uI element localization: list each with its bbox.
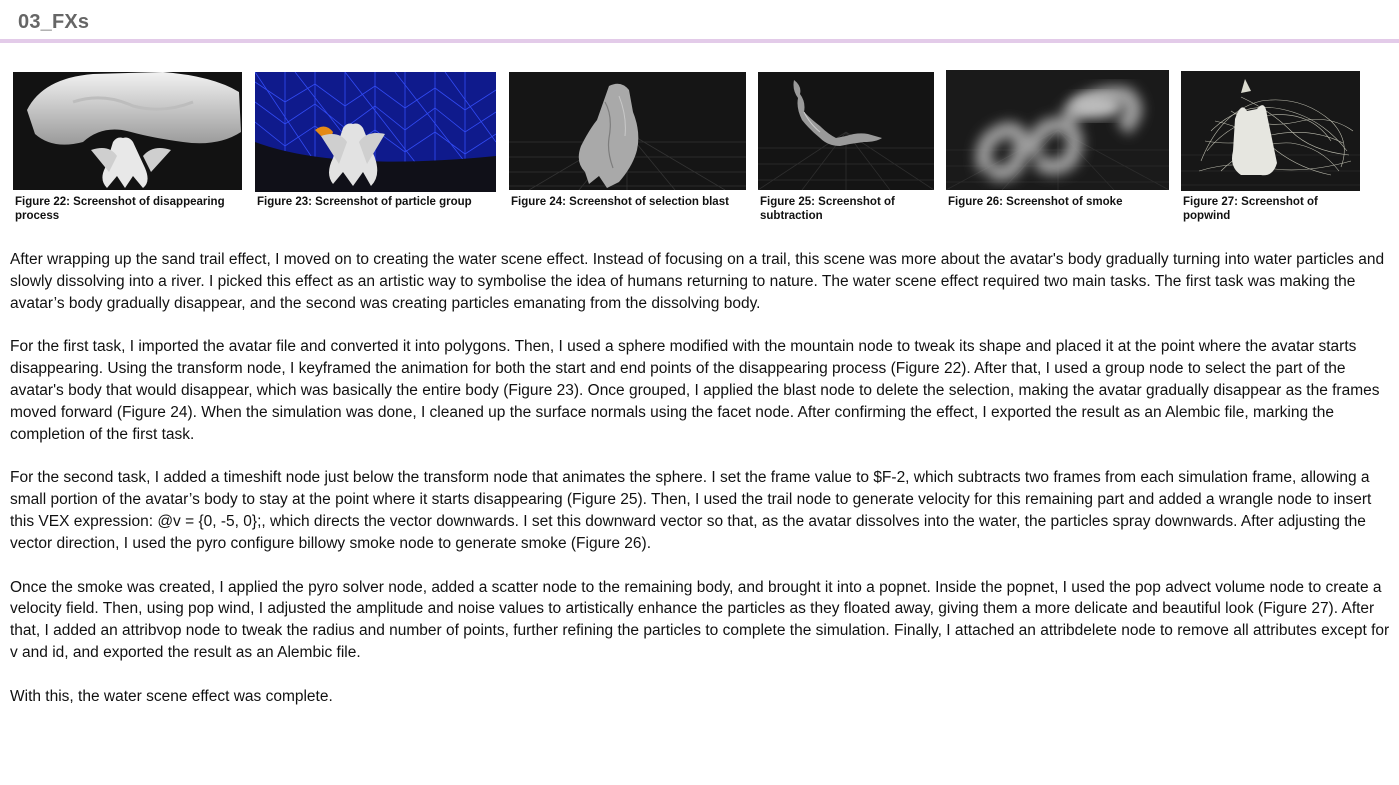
body-text [10, 249, 1390, 730]
figure-24 [509, 72, 747, 227]
figure-25-image [758, 72, 934, 190]
figure-26-caption: Figure 26: Screenshot of smoke [948, 196, 1123, 208]
figure-27-image [1181, 71, 1360, 191]
figure-24-caption: Figure 24: Screenshot of selection blast [511, 196, 729, 208]
figure-22 [13, 72, 243, 227]
figure-27-caption: Figure 27: Screenshot of popwind [1183, 196, 1318, 222]
figure-27 [1181, 71, 1361, 227]
figure-23-image [255, 72, 496, 192]
figure-24-image [509, 72, 746, 190]
figure-26-image [946, 70, 1169, 190]
figure-23-caption: Figure 23: Screenshot of particle group [257, 196, 472, 208]
figure-22-caption: Figure 22: Screenshot of disappearing process [15, 196, 225, 222]
paragraph: For the first task, I imported the avatar file and converted it into polygons. Then, I used a sphere modified with the mountain node to tweak its shape and placed it at the point where the avatar starts disappearing. Using the transform node, I keyframed the animation for both the start and end points of the disappearing process (Figure 22). After that, I used a group node to select the part of the avatar's body that would disappear, which was basically the entire body (Figure 23). Once grouped, I applied the blast node to delete the selection, making the avatar gradually disappear as the frames moved forward (Figure 24). When the simulation was done, I cleaned up the surface normals using the facet node. After confirming the effect, I exported the result as an Alembic file, marking the completion of the first task. [10, 338, 1380, 443]
paragraph: With this, the water scene effect was complete. [10, 687, 333, 705]
figure-26 [946, 70, 1170, 227]
section-header [0, 0, 1399, 44]
paragraph: Once the smoke was created, I applied the pyro solver node, added a scatter node to the remaining body, and brought it into a popnet. Inside the popnet, I used the pop advect volume node to create a velocity field. Then, using pop wind, I adjusted the amplitude and noise values to artistically enhance the particles as they floated away, giving them a more delicate and beautiful look (Figure 27). After that, I added an attribvop node to tweak the radius and number of points, further refining the particles to complete the simulation. Finally, I attached an attribdelete node to remove all attributes except for v and id, and exported the result as an Alembic file. [10, 578, 1390, 661]
paragraph: For the second task, I added a timeshift node just below the transform node that animates the sphere. I set the frame value to $F-2, which subtracts two frames from each simulation frame, allowing a small portion of the avatar’s body to stay at the point where it starts disappearing (Figure 25). Then, I used the trail node to generate velocity for this remaining part and added a wrangle node to insert this VEX expression: @v = {0, -5, 0};, which directs the vector downwards. I set this downward vector so that, as the avatar dissolves into the water, the particles spray downwards. After adjusting the vector direction, I used the pyro configure billowy smoke node to generate smoke (Figure 26). [10, 469, 1372, 552]
figure-23 [255, 72, 497, 227]
figure-25 [758, 72, 935, 227]
figure-25-caption: Figure 25: Screenshot of subtraction [760, 196, 895, 222]
paragraph: After wrapping up the sand trail effect, I moved on to creating the water scene effect. Instead of focusing on a trail, this scene was more about the avatar's body gradually turning into water particles and slowly dissolving into a river. I picked this effect as an artistic way to symbolise the idea of humans returning to nature. The water scene effect required two main tasks. The first task was making the avatar’s body gradually disappear, and the second was creating particles emanating from the dissolving body. [10, 251, 1385, 312]
figure-22-image [13, 72, 242, 190]
section-title: 03_FXs [18, 11, 90, 33]
header-divider [0, 39, 1399, 43]
